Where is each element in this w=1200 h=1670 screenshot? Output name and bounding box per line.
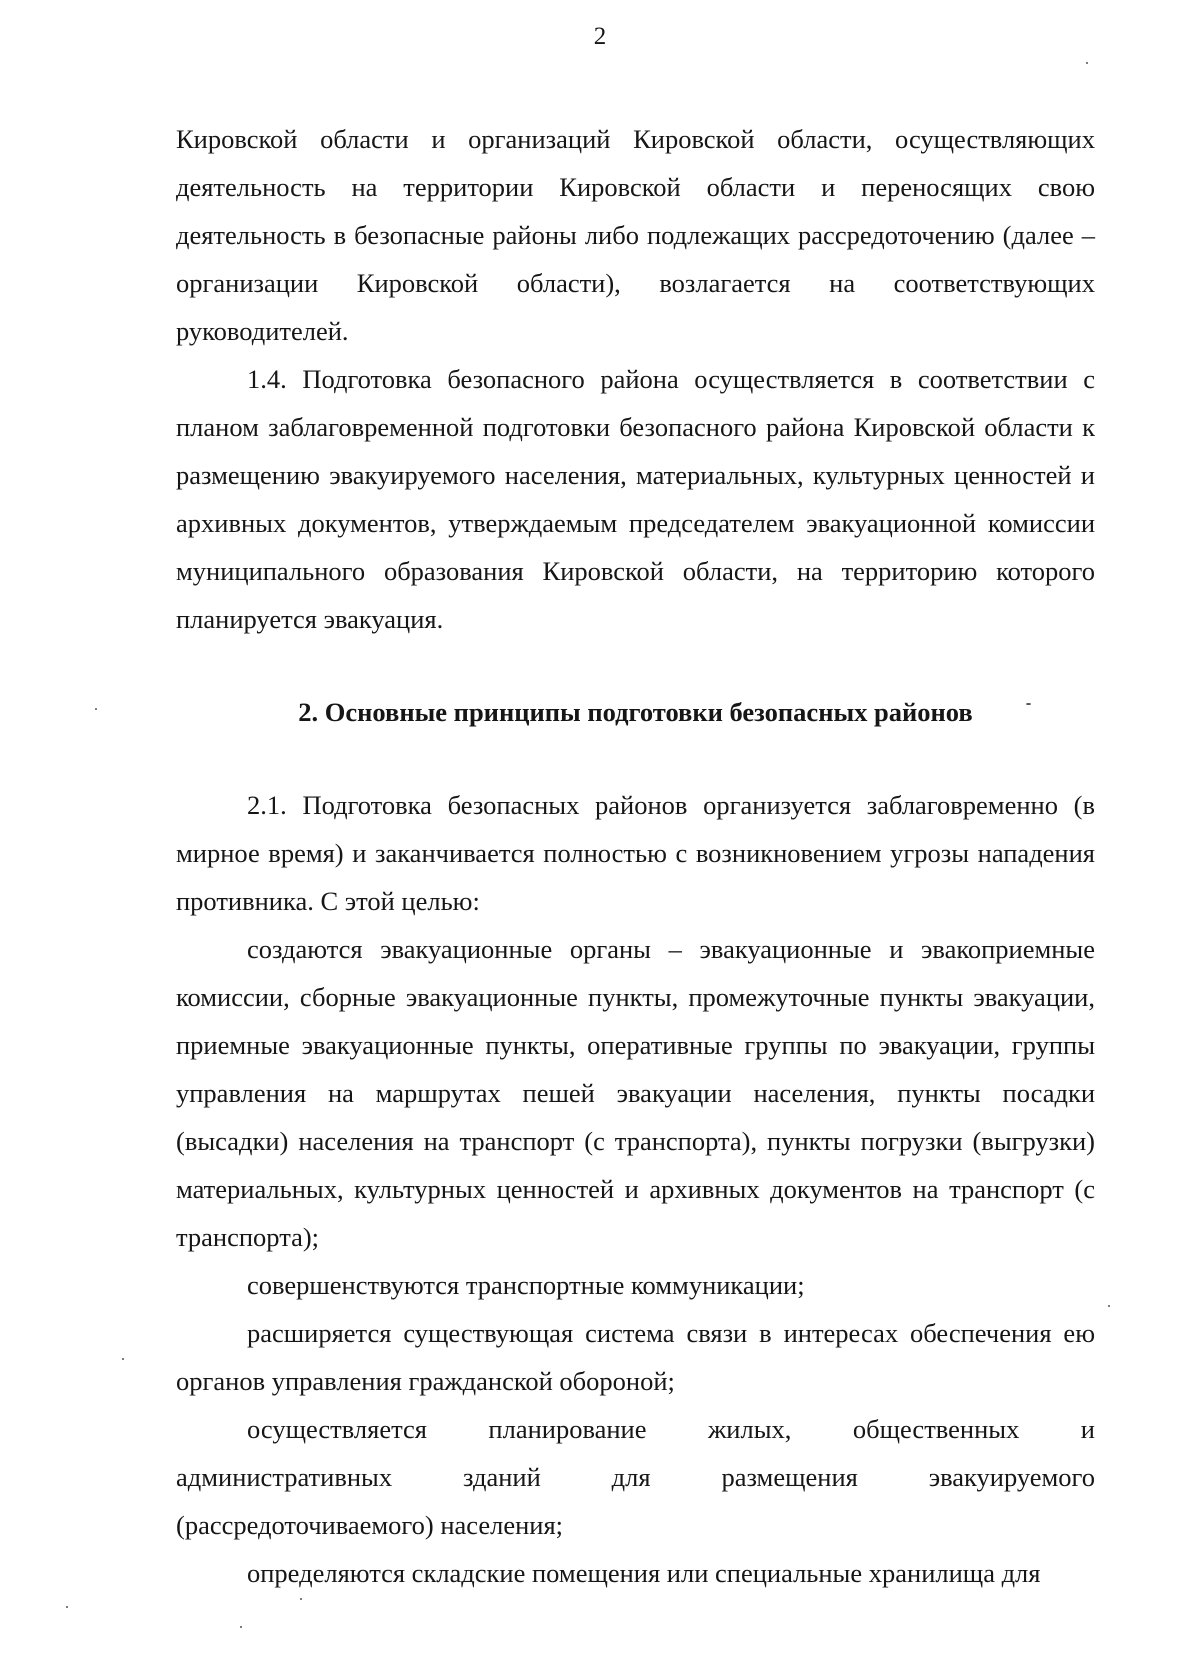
scan-speck	[240, 1626, 242, 1628]
document-body	[176, 115, 1095, 1597]
scan-speck	[1108, 1305, 1110, 1307]
scan-speck	[1086, 62, 1088, 64]
list-item-storage: определяются складские помещения или специальные хранилища для	[247, 1558, 1041, 1588]
scan-speck	[1026, 703, 1031, 705]
page-number: 2	[593, 23, 607, 50]
section-heading: 2. Основные принципы подготовки безопасных районов	[298, 697, 973, 727]
paragraph-2-1: 2.1. Подготовка безопасных районов организуется заблаговременно (в мирное время) и заканчивается полностью с возникновением угрозы нападения противника. С этой целью:	[176, 790, 1095, 916]
list-item-communications: расширяется существующая система связи в интересах обеспечения ею органов управления гражданской обороной;	[176, 1318, 1095, 1396]
scan-speck	[122, 1358, 124, 1360]
scan-speck	[66, 1606, 68, 1608]
list-item-housing-planning: осуществляется планирование жилых, общественных и административных зданий для размещения эвакуируемого (рассредоточиваемого) населения;	[176, 1414, 1095, 1540]
scan-speck	[95, 708, 97, 710]
paragraph-1-4: 1.4. Подготовка безопасного района осуществляется в соответствии с планом заблаговременной подготовки безопасного района Кировской области к размещению эвакуируемого населения, материальных, культурных ценностей и архивных документов, утверждаемым председателем эвакуационной комиссии муниципального образования Кировской области, на территорию которого планируется эвакуация.	[176, 364, 1095, 634]
list-item-transport: совершенствуются транспортные коммуникации;	[247, 1270, 805, 1300]
paragraph-continuation: Кировской области и организаций Кировской области, осуществляющих деятельность на территории Кировской области и переносящих свою деятельность в безопасные районы либо подлежащих рассредоточению (далее – организации Кировской области), возлагается на соответствующих руководителей.	[176, 124, 1095, 346]
scan-speck	[300, 1598, 302, 1600]
list-item-evacuation-bodies: создаются эвакуационные органы – эвакуационные и эвакоприемные комиссии, сборные эвакуационные пункты, промежуточные пункты эвакуации, приемные эвакуационные пункты, оперативные группы по эвакуации, группы управления на маршрутах пешей эвакуации населения, пункты посадки (высадки) населения на транспорт (с транспорта), пункты погрузки (выгрузки) материальных, культурных ценностей и архивных документов на транспорт (с транспорта);	[176, 934, 1095, 1252]
